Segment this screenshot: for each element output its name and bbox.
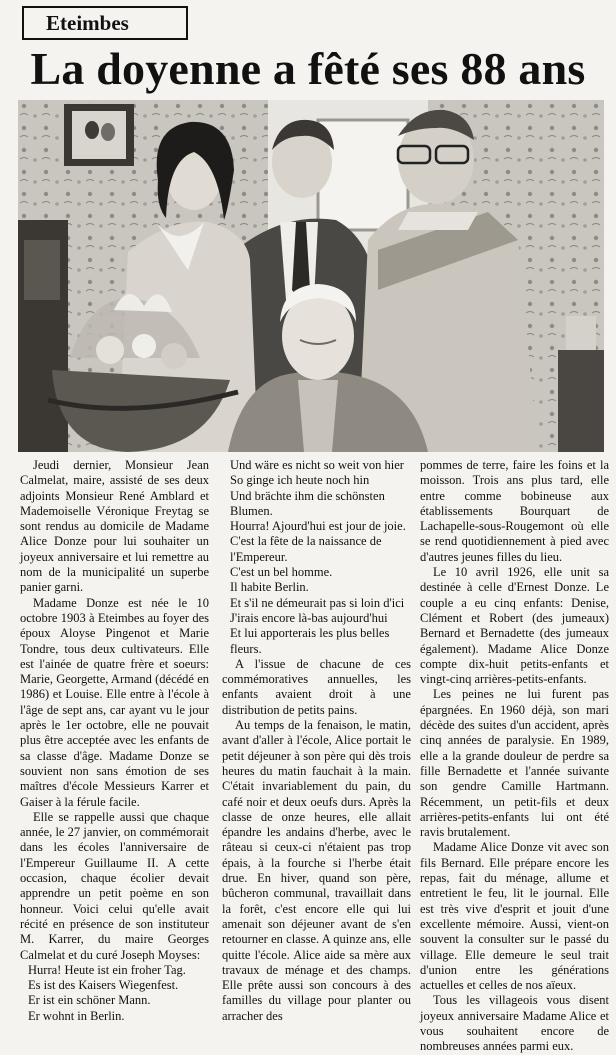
paragraph: Elle se rappelle aussi que chaque année, le 27 janvier, on commémorait dans les écoles l'anniversaire de l'Empereur Guillaume II. A cette occasion, chaque écolier devait apprendre un petit poème en son honneur. Voici celui qu'elle avait récité en présence de son instituteur M. Karrer, du maire Georges Calmelat et du curé Joseph Moyses:: [20, 809, 209, 962]
verse-line: C'est la fête de la naissance de l'Empereur.: [230, 534, 382, 564]
paragraph: Au temps de la fenaison, le matin, avant d'aller à l'école, Alice portait le petit déjeuner à son père qui dès trois heures du matin fauchait à la main. C'était invariablement du pain, du café noir et deux oeufs durs. Après la classe de onze heures, elle allait épandre les andains d'herbe, avec le râteau si ceux-ci n'étaient pas trop épais, à la fourche si l'herbe était drue. En hiver, quand son père, bûcheron communal, travaillait dans la forêt, c'est encore elle qui lui amenait son déjeuner avant de s'en retourner en classe. A quinze ans, elle quitte l'école. Alice aide sa mère aux travaux de ménage et des champs. Elle prête aussi son concours à des familles du village pour planter ou arracher des: [222, 718, 411, 1023]
verse-line: Und wäre es nicht so weit von hier: [230, 458, 404, 472]
verse-line: Il habite Berlin.: [230, 580, 309, 595]
location-label: Eteimbes: [22, 6, 188, 40]
paragraph: Jeudi dernier, Monsieur Jean Calmelat, maire, assisté de ses deux adjoints Monsieur René Amblard et Mademoiselle Véronique Freytag se sont rendus au domicile de Madame Alice Donze pour lui souhaiter un joyeux anniversaire et lui remettre au nom de la municipalité un superbe panier garni.: [20, 458, 209, 595]
verse-line: C'est un bel homme.: [230, 565, 333, 580]
verse-line: Hurra! Heute ist ein froher Tag.: [28, 962, 186, 977]
article-column-3: [420, 458, 609, 1054]
verse-line: Er ist ein schöner Mann.: [28, 993, 151, 1008]
verse-line: So ginge ich heute noch hin: [230, 473, 370, 488]
verse-line: J'irais encore là-bas aujourd'hui: [230, 610, 388, 625]
news-photo: [18, 100, 604, 452]
article-column-2: [222, 458, 411, 1022]
paragraph: Tous les villageois vous disent joyeux anniversaire Madame Alice et vous souhaitent encore de nombreuses années parmi eux.: [420, 993, 609, 1054]
verse-line: Und brächte ihm die schönsten Blumen.: [230, 488, 385, 518]
wall-portrait: [64, 104, 134, 166]
paragraph: Madame Donze est née le 10 octobre 1903 à Eteimbes au foyer des époux Aloyse Pingenot et Marie Tondre, tous deux cultivateurs. Elle est l'ainée de quatre frère et soeurs: Marie, Georgette, Armand (décédé en 1986) et Louise. Elle entre à l'école à l'âge de sept ans, car ayant vu le jour après le 1er octobre, elle ne pouvait plus être acceptée avec les enfants de sa classe d'âge. Madame Donze se souvient non sans émotion de ses maîtres d'école Messieurs Karrer et Gaiser à la férule facile.: [20, 595, 209, 809]
paragraph: Les peines ne lui furent pas épargnées. En 1960 déjà, son mari décède des suites d'un accident, après cinq années de paralysie. En 1989, elle a la grande douleur de perdre sa fille Bernadette et l'année suivante son gendre Camille Hartmann. Récemment, un petit-fils et deux arrières-petits-enfants lui ont été ravis brutalement.: [420, 687, 609, 840]
verse-line: Es ist des Kaisers Wiegenfest.: [28, 978, 179, 993]
paragraph: Le 10 avril 1926, elle unit sa destinée à celle d'Ernest Donze. Le couple a eu cinq enfants: Denise, Clément et Robert (des jumeaux) Bernard et Bernadette (des jumeaux également). Madame Alice Donze compte dix-huit petits-enfants et vingt-cinq arrières-petits-enfants.: [420, 565, 609, 687]
verse-line: Et lui apporterais les plus belles fleurs.: [230, 626, 390, 656]
verse-line: Er wohnt in Berlin.: [28, 1008, 125, 1023]
article-column-1: [20, 458, 209, 1022]
headline: La doyenne a fêté ses 88 ans: [30, 43, 586, 94]
paragraph: Madame Alice Donze vit avec son fils Bernard. Elle prépare encore les repas, fait du ménage, allume et entretient le feu, lit le journal. Elle est très vive d'esprit et jouit d'une excellente mémoire. Aussi, vient-on souvent la consulter sur le passé du village. Elle demeure le seul trait d'union entre les générations actuelles et celles de nos aïeux.: [420, 840, 609, 993]
paragraph: A l'issue de chacune de ces commémoratives annuelles, les enfants avaient droit à une distribution de petits pains.: [222, 656, 411, 717]
paragraph: pommes de terre, faire les foins et la moisson. Trois ans plus tard, elle entre comme bobineuse aux établissements Bourquart de Lachapelle-sous-Rougemont où elle se rend quotidiennement à pied avec d'autres jeunes filles du lieu.: [420, 458, 609, 564]
verse-line: Hourra! Ajourd'hui est jour de joie.: [230, 519, 406, 534]
verse-line: Et s'il ne démeurait pas si loin d'ici: [230, 595, 405, 610]
